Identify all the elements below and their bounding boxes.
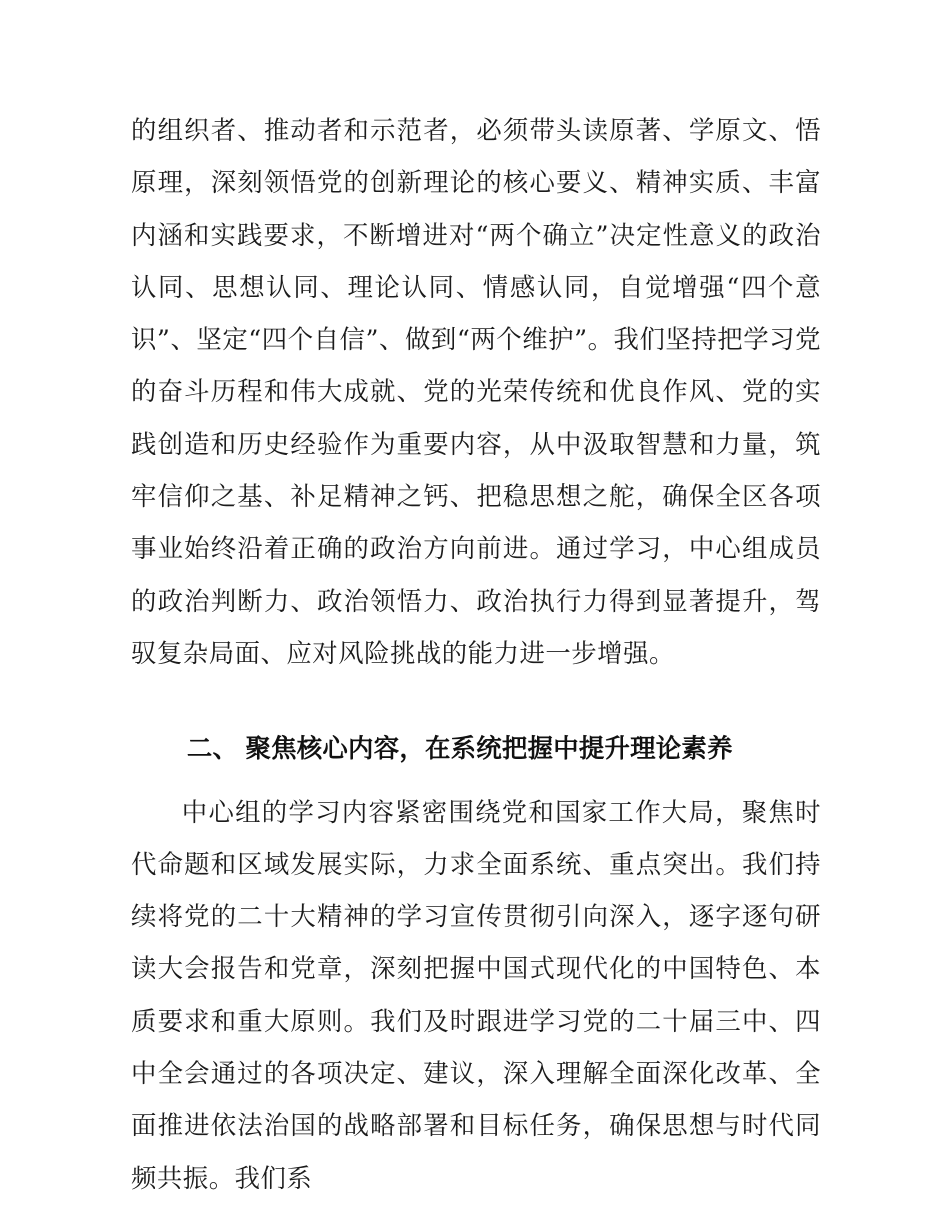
text-column [131,104,821,1204]
body-paragraph-1: 的组织者、推动者和示范者，必须带头读原著、学原文、悟原理，深刻领悟党的创新理论的核心要义、精神实质、丰富内涵和实践要求，不断增进对“两个确立”决定性意义的政治认同、思想认同、理论认同、情感认同，自觉增强“四个意识”、坚定“四个自信”、做到“两个维护”。我们坚持把学习党的奋斗历程和伟大成就、党的光荣传统和优良作风、党的实践创造和历史经验作为重要内容，从中汲取智慧和力量，筑牢信仰之基、补足精神之钙、把稳思想之舵，确保全区各项事业始终沿着正确的政治方向前进。通过学习，中心组成员的政治判断力、政治领悟力、政治执行力得到显著提升，驾驭复杂局面、应对风险挑战的能力进一步增强。 [131,115,821,668]
section-heading-2: 二、 聚焦核心内容，在系统把握中提升理论素养 [186,735,733,764]
body-paragraph-2: 中心组的学习内容紧密围绕党和国家工作大局，聚焦时代命题和区域发展实际，力求全面系统、重点突出。我们持续将党的二十大精神的学习宣传贯彻引向深入，逐字逐句研读大会报告和党章，深刻把握中国式现代化的中国特色、本质要求和重大原则。我们及时跟进学习党的二十届三中、四中全会通过的各项决定、建议，深入理解全面深化改革、全面推进依法治国的战略部署和目标任务，确保思想与时代同频共振。我们系 [131,796,821,1193]
